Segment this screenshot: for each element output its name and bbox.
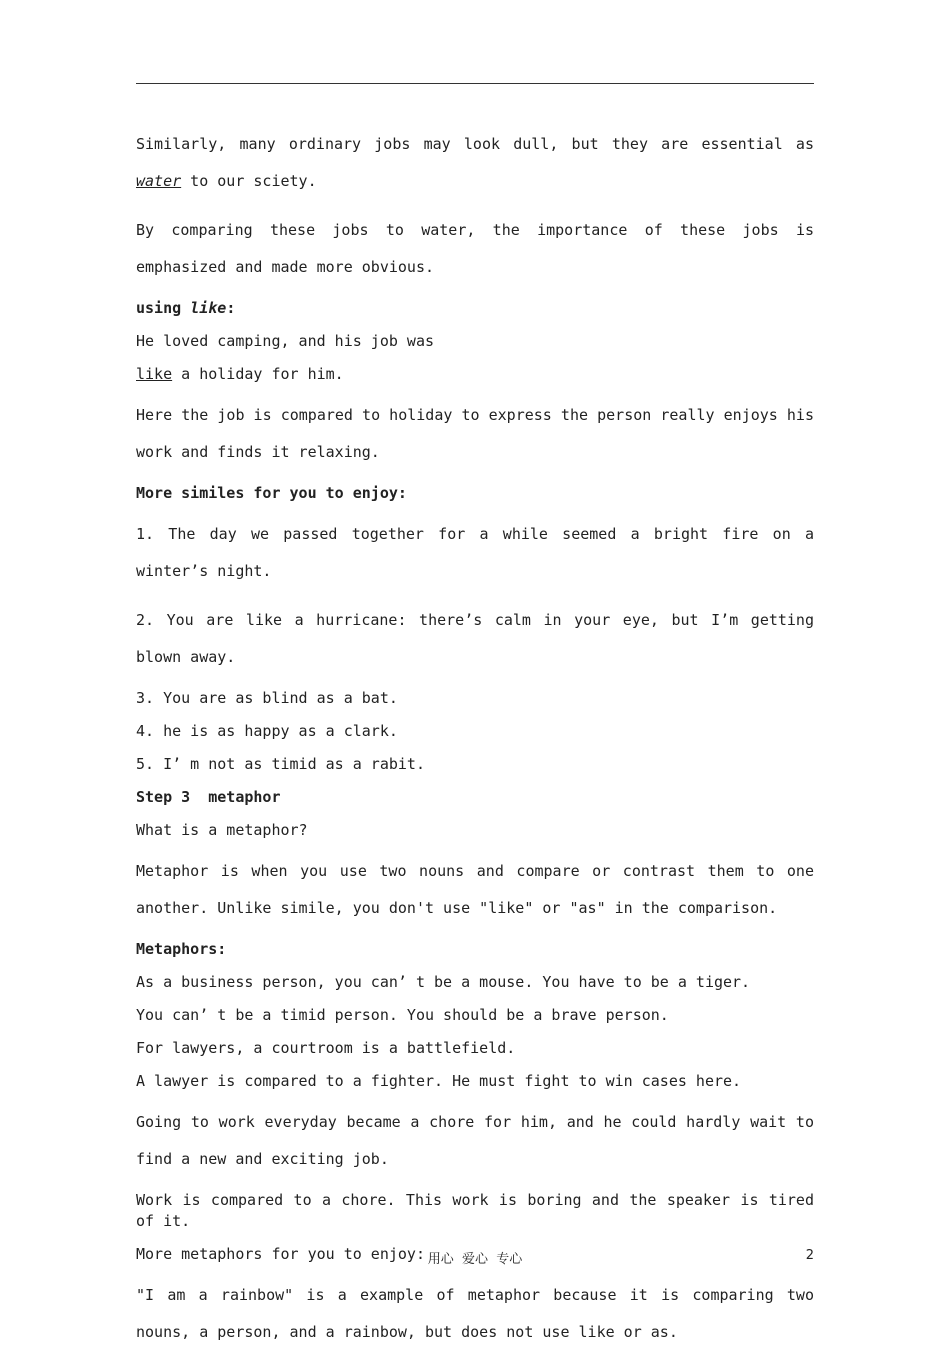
paragraph-holiday: Here the job is compared to holiday to express the person really enjoys his work and finds it relaxing. xyxy=(136,406,814,461)
paragraph-more-metaphors: More metaphors for you to enjoy: xyxy=(136,1245,425,1263)
metaphor-item-6: Work is compared to a chore. This work is boring and the speaker is tired of it. xyxy=(136,1191,814,1230)
heading-metaphors: Metaphors: xyxy=(136,940,227,958)
underlined-like: like xyxy=(136,365,173,383)
text: Similarly, many ordinary jobs may look dull, but they are essential as xyxy=(136,135,814,153)
metaphor-item-4: A lawyer is compared to a fighter. He must fight to win cases here. xyxy=(136,1072,742,1090)
footer-motto: 用心 爱心 专心 xyxy=(427,1252,523,1267)
paragraph-similarly xyxy=(136,126,814,200)
page-body xyxy=(136,126,814,1363)
metaphor-item-2: You can’ t be a timid person. You should be a brave person. xyxy=(136,1006,669,1024)
paragraph-comparing: By comparing these jobs to water, the importance of these jobs is emphasized and made more obvious. xyxy=(136,221,814,276)
simile-item-4: 4. he is as happy as a clark. xyxy=(136,722,398,740)
text: a holiday for him. xyxy=(172,365,344,383)
heading-more-similes: More similes for you to enjoy: xyxy=(136,484,407,502)
simile-item-2: 2. You are like a hurricane: there’s calm in your eye, but I’m getting blown away. xyxy=(136,611,814,666)
heading-step-3: Step 3 metaphor xyxy=(136,788,281,806)
metaphor-item-3: For lawyers, a courtroom is a battlefield. xyxy=(136,1039,516,1057)
text: : xyxy=(226,299,236,317)
simile-item-1: 1. The day we passed together for a while seemed a bright fire on a winter’s night. xyxy=(136,525,814,580)
paragraph-metaphor-definition: Metaphor is when you use two nouns and compare or contrast them to one another. Unlike simile, you don't use "like" or "as" in the comparison. xyxy=(136,862,814,917)
text: to our sciety. xyxy=(181,172,317,190)
text: using xyxy=(136,299,191,317)
metaphor-item-5: Going to work everyday became a chore for him, and he could hardly wait to find a new and exciting job. xyxy=(136,1113,814,1168)
heading-using-like xyxy=(136,298,814,319)
paragraph-like-holiday xyxy=(136,364,814,385)
header-rule xyxy=(136,83,814,84)
emphasis-like: like xyxy=(190,299,227,317)
paragraph-rainbow: "I am a rainbow" is a example of metaphor because it is comparing two nouns, a person, and a rainbow, but does not use like or as. xyxy=(136,1286,814,1341)
metaphor-item-1: As a business person, you can’ t be a mouse. You have to be a tiger. xyxy=(136,973,751,991)
simile-item-5: 5. I’ m not as timid as a rabit. xyxy=(136,755,425,773)
simile-item-3: 3. You are as blind as a bat. xyxy=(136,689,398,707)
paragraph-camping: He loved camping, and his job was xyxy=(136,332,435,350)
emphasis-water: water xyxy=(136,172,182,190)
paragraph-what-is: What is a metaphor? xyxy=(136,821,308,839)
page-number: 2 xyxy=(805,1248,814,1263)
